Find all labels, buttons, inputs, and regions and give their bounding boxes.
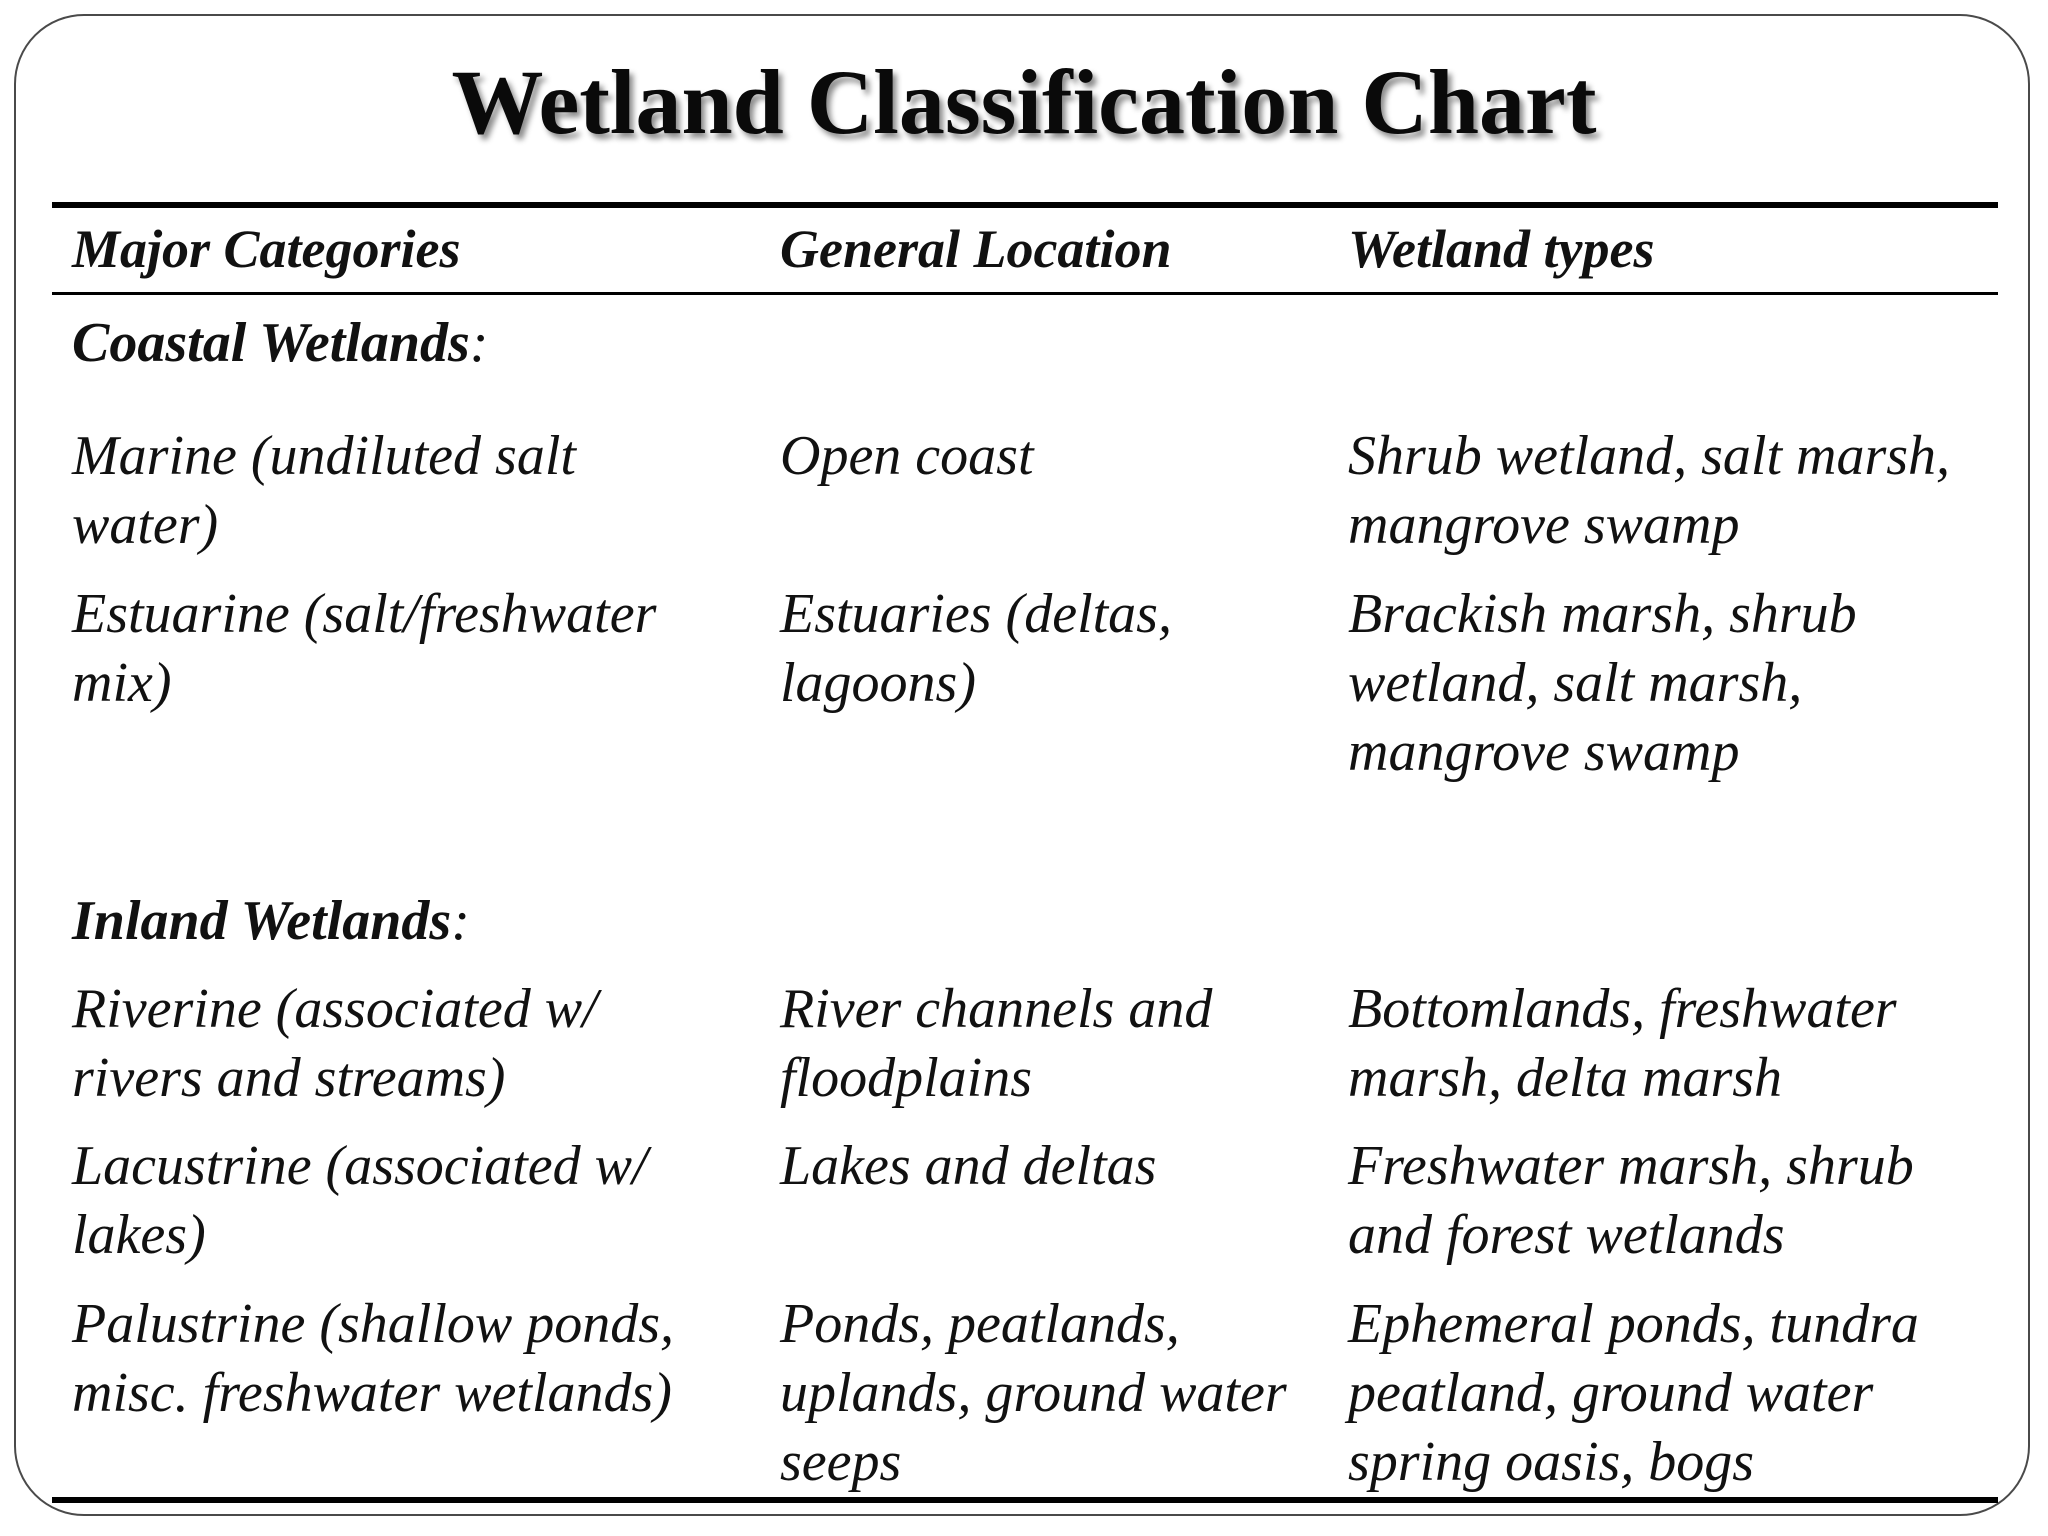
cell-line: Ephemeral ponds, tundra xyxy=(1348,1293,1919,1355)
cell-line: Estuaries (deltas, xyxy=(780,583,1172,645)
cell-line: mangrove swamp xyxy=(1348,721,1740,783)
cell-line: River channels and xyxy=(780,978,1213,1040)
header-major-categories: Major Categories xyxy=(72,219,461,279)
table-row-marine-location xyxy=(780,422,1034,491)
section-heading-inland xyxy=(72,887,470,956)
cell-line: mix) xyxy=(72,652,172,714)
cell-line: Shrub wetland, salt marsh, xyxy=(1348,425,1951,487)
cell-line: spring oasis, bogs xyxy=(1348,1431,1755,1493)
header-wetland-types: Wetland types xyxy=(1348,219,1655,279)
table-row-estuarine-types xyxy=(1348,580,1857,787)
cell-line: Ponds, peatlands, xyxy=(780,1293,1180,1355)
cell-line: mangrove swamp xyxy=(1348,494,1740,556)
cell-line: seeps xyxy=(780,1431,902,1493)
table-row-palustrine-types xyxy=(1348,1290,1919,1497)
table-row-palustrine-category xyxy=(72,1290,674,1428)
cell-line: peatland, ground water xyxy=(1348,1362,1874,1424)
cell-line: lakes) xyxy=(72,1204,206,1266)
cell-line: floodplains xyxy=(780,1047,1033,1109)
cell-line: Lakes and deltas xyxy=(780,1135,1157,1197)
table-row-lacustrine-types xyxy=(1348,1132,1914,1270)
table-header-rule xyxy=(52,292,1998,295)
cell-line: lagoons) xyxy=(780,652,976,714)
cell-line: marsh, delta marsh xyxy=(1348,1047,1783,1109)
section-heading-colon: : xyxy=(451,890,470,952)
table-row-lacustrine-location xyxy=(780,1132,1156,1201)
header-general-location: General Location xyxy=(780,219,1172,279)
cell-line: Riverine (associated w/ xyxy=(72,978,598,1040)
cell-line: wetland, salt marsh, xyxy=(1348,652,1803,714)
section-heading-colon: : xyxy=(469,312,489,374)
cell-line: misc. freshwater wetlands) xyxy=(72,1362,672,1424)
cell-line: Bottomlands, freshwater xyxy=(1348,978,1897,1040)
cell-line: Marine (undiluted salt xyxy=(72,425,576,487)
table-row-marine-category xyxy=(72,422,576,560)
section-heading-label: Inland Wetlands xyxy=(72,890,452,952)
page-title: Wetland Classification Chart xyxy=(451,51,1597,153)
table-row-riverine-types xyxy=(1348,975,1897,1113)
cell-line: Freshwater marsh, shrub xyxy=(1348,1135,1914,1197)
table-bottom-rule xyxy=(52,1497,1998,1503)
table-row-riverine-location xyxy=(780,975,1212,1113)
table-row-estuarine-category xyxy=(72,580,656,718)
cell-line: Lacustrine (associated w/ xyxy=(72,1135,648,1197)
table-row-riverine-category xyxy=(72,975,598,1113)
cell-line: water) xyxy=(72,494,219,556)
table-row-lacustrine-category xyxy=(72,1132,648,1270)
cell-line: Palustrine (shallow ponds, xyxy=(72,1293,675,1355)
section-heading-label: Coastal Wetlands xyxy=(72,312,470,374)
cell-line: Brackish marsh, shrub xyxy=(1348,583,1857,645)
table-row-estuarine-location xyxy=(780,580,1172,718)
cell-line: Estuarine (salt/freshwater xyxy=(72,583,657,645)
table-row-marine-types xyxy=(1348,422,1950,560)
section-heading-coastal xyxy=(72,309,488,378)
cell-line: Open coast xyxy=(780,425,1034,487)
cell-line: rivers and streams) xyxy=(72,1047,506,1109)
cell-line: uplands, ground water xyxy=(780,1362,1287,1424)
cell-line: and forest wetlands xyxy=(1348,1204,1785,1266)
table-row-palustrine-location xyxy=(780,1290,1287,1497)
table-top-rule xyxy=(52,202,1998,208)
